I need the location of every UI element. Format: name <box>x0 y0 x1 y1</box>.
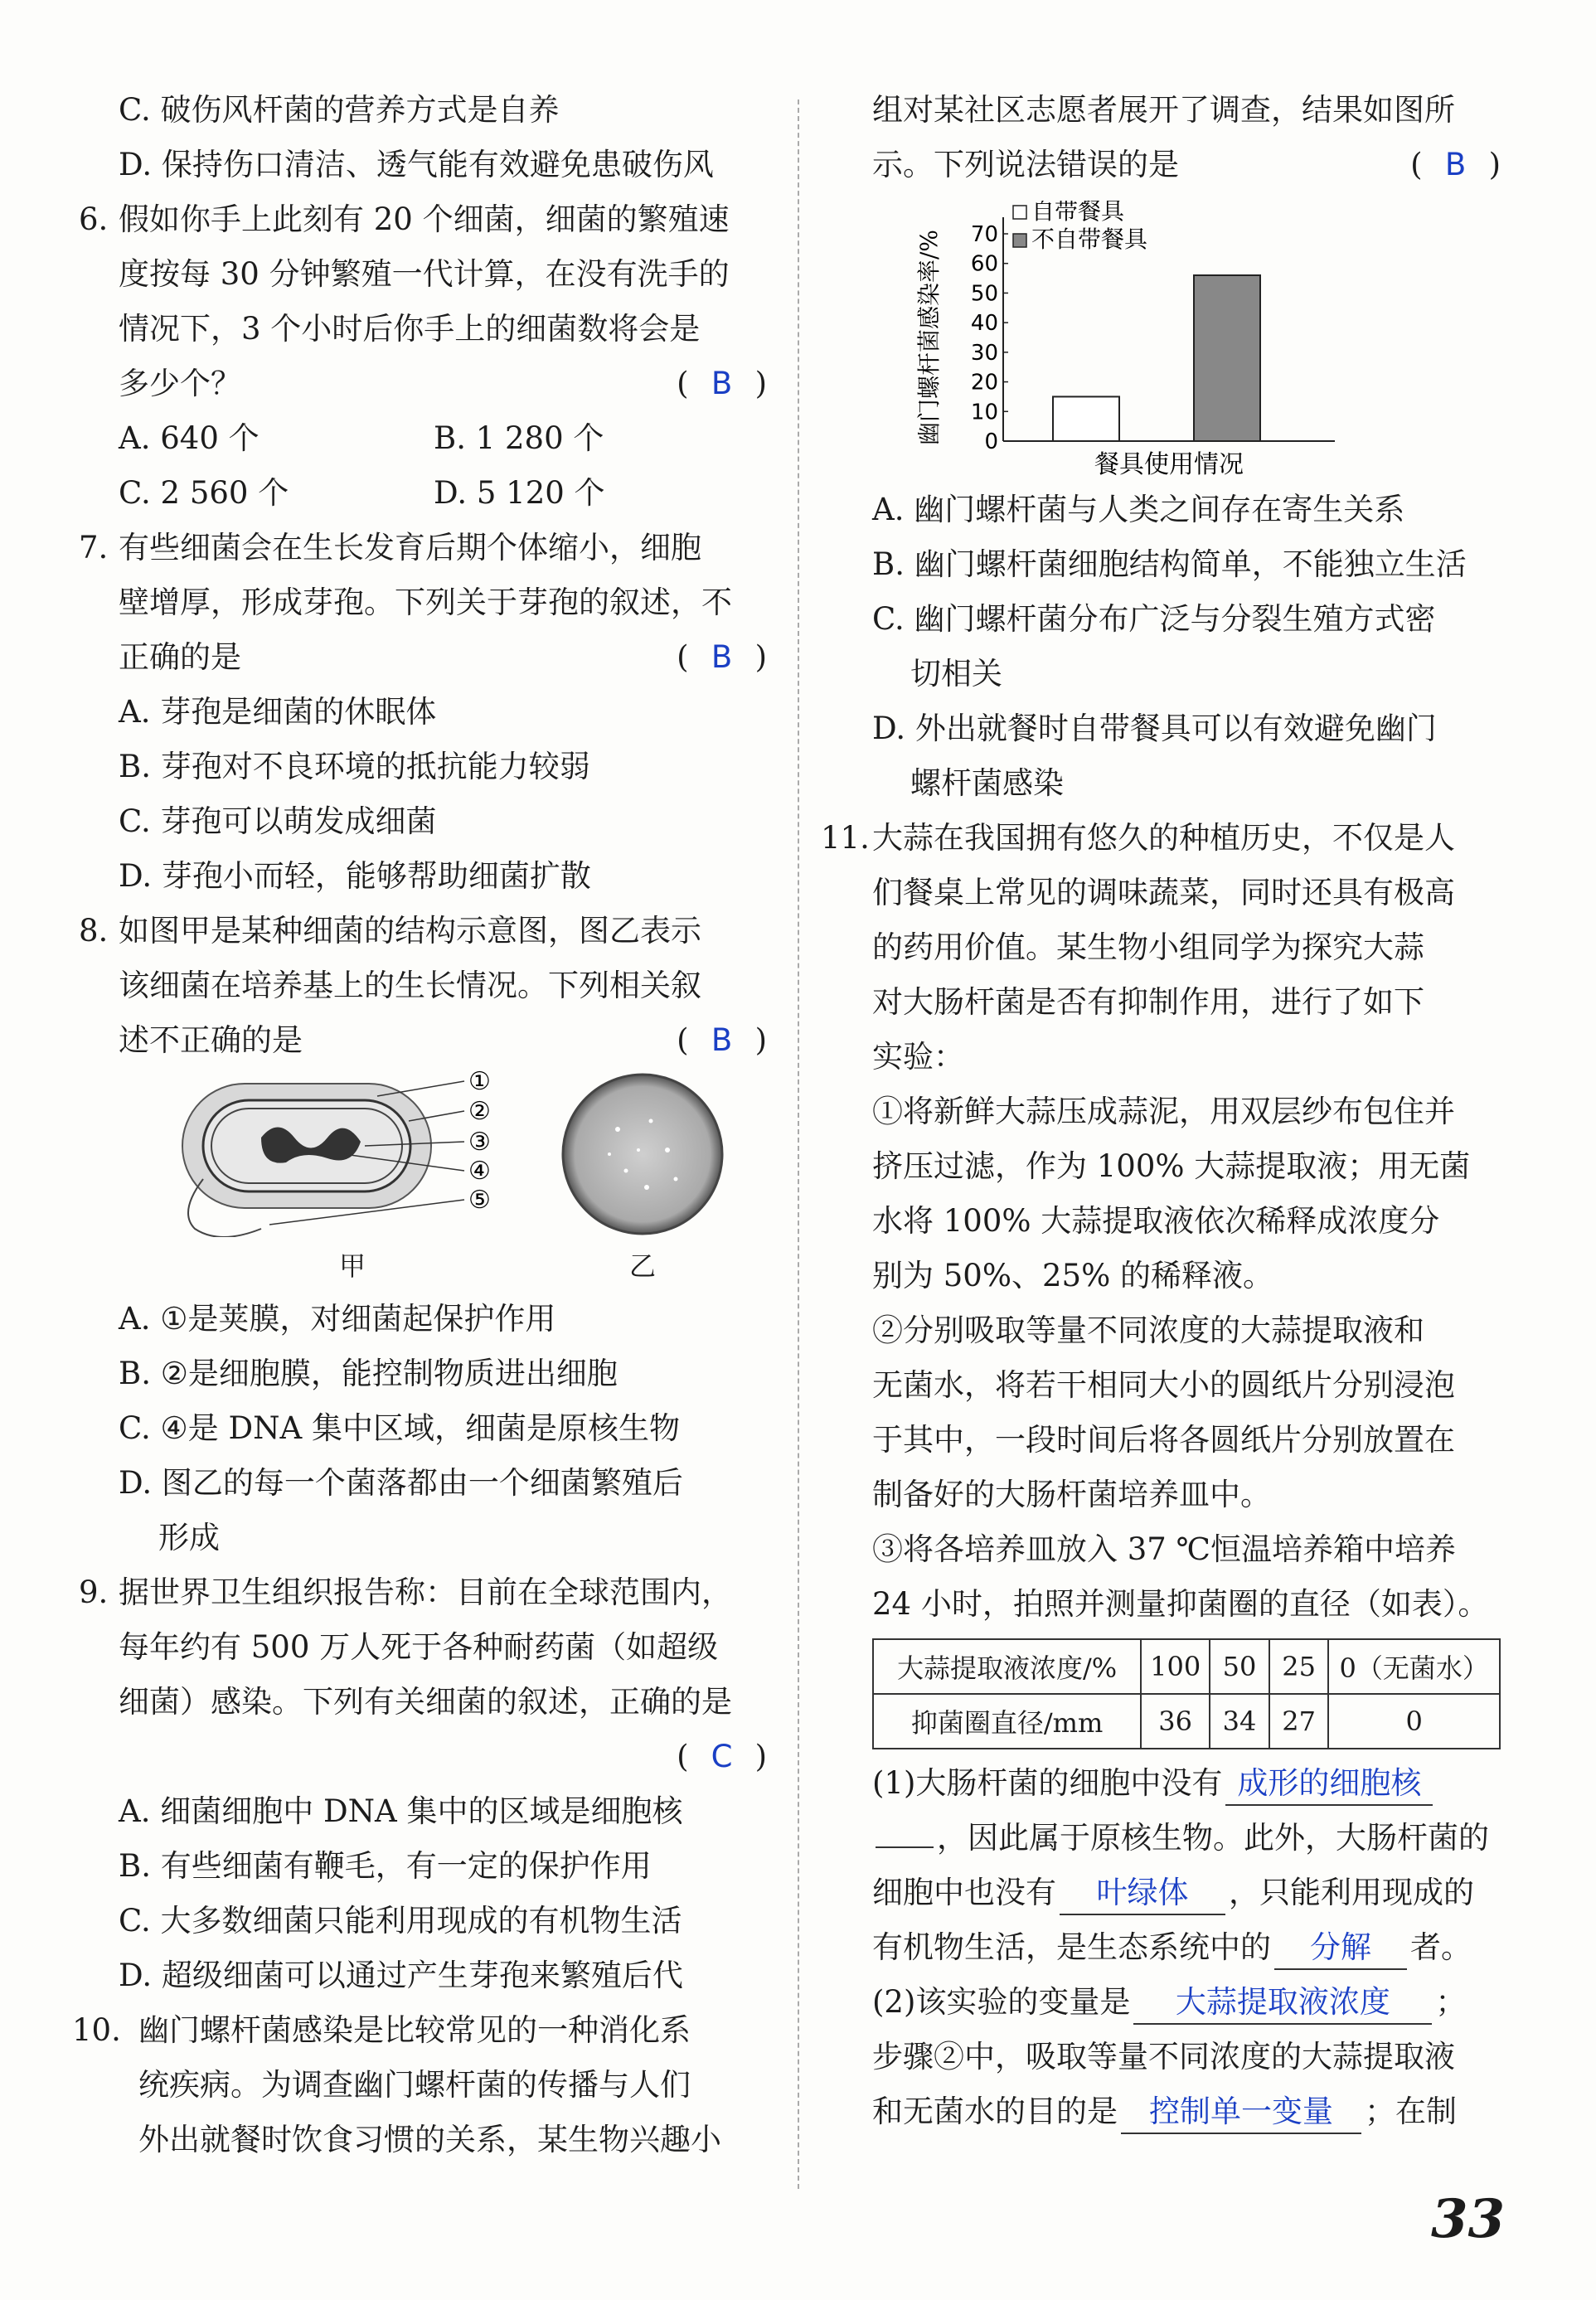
y-tick-label: 70 <box>970 222 998 247</box>
q11-p1-line: 有机物生活，是生态系统中的 分解 者。 <box>846 1920 1501 1975</box>
q10-option: A. 幽门螺杆菌与人类之间存在寄生关系 <box>872 492 1405 527</box>
fig-label-2: ② <box>468 1097 491 1126</box>
fig-label-5: ⑤ <box>468 1186 491 1215</box>
q8-option: D. 图乙的每一个菌落都由一个细菌繁殖后 <box>119 1465 683 1501</box>
q11-step1: ①将新鲜大蒜压成蒜泥，用双层纱布包住并 <box>872 1094 1455 1129</box>
petri-dish-figure <box>560 1071 725 1283</box>
q9-option: A. 细菌细胞中 DNA 集中的区域是细胞核 <box>119 1793 683 1829</box>
table-header-row <box>873 1639 1500 1694</box>
q6-answer: B <box>711 366 733 401</box>
q7-answer-bracket: ( B ) <box>677 630 767 685</box>
fig-label-4: ④ <box>468 1157 491 1186</box>
table-header-cell: 大蒜提取液浓度/% <box>873 1639 1141 1694</box>
legend-label: 不自带餐具 <box>1031 226 1148 253</box>
q10-cont-line: 示。下列说法错误的是 ( B ) <box>846 138 1501 192</box>
q11-p2-line: 步骤②中，吸取等量不同浓度的大蒜提取液 <box>872 2039 1455 2074</box>
q7-line: 7. 有些细菌会在生长发育后期个体缩小，细胞 <box>79 521 767 575</box>
q9-answer: C <box>711 1739 733 1774</box>
q8-option: A. ①是荚膜，对细菌起保护作用 <box>119 1301 556 1337</box>
q8-answer-bracket: ( B ) <box>677 1013 767 1068</box>
q11-step3: 24 小时，拍照并测量抑菌圈的直径（如表）。 <box>872 1586 1489 1622</box>
table-cell: 0 <box>1328 1694 1500 1749</box>
q11-p1-line: (1)大肠杆菌的细胞中没有 成形的细胞核 <box>846 1756 1501 1811</box>
answer-blank-5: 控制单一变量 <box>1121 2091 1361 2134</box>
q6-line: 6. 假如你手上此刻有 20 个细菌，细菌的繁殖速 <box>79 192 767 247</box>
q7-option: D. 芽孢小而轻，能够帮助细菌扩散 <box>119 858 591 894</box>
q11-number: 11. <box>821 820 870 856</box>
y-tick-label: 0 <box>984 429 998 454</box>
x-axis-label: 餐具使用情况 <box>1094 450 1244 479</box>
answer-blank-4: 大蒜提取液浓度 <box>1133 1982 1432 2025</box>
y-tick-label: 10 <box>970 400 998 425</box>
q7-answer: B <box>711 639 733 675</box>
table-header-cell: 25 <box>1269 1639 1329 1694</box>
q8-option: B. ②是细胞膜，能控制物质进出细胞 <box>119 1356 618 1391</box>
q5-option-d: D. 保持伤口清洁、透气能有效避免患破伤风 <box>119 147 714 182</box>
bar-own-utensils <box>1053 396 1119 441</box>
table-header-cell: 100 <box>1141 1639 1210 1694</box>
fig-label-3: ③ <box>468 1128 491 1157</box>
q10-option: B. 幽门螺杆菌细胞结构简单，不能独立生活 <box>872 546 1467 582</box>
table-cell: 36 <box>1141 1694 1210 1749</box>
q6-options-row: C. 2 560 个 D. 5 120 个 <box>119 475 605 511</box>
q11-line: 对大肠杆菌是否有抑制作用，进行了如下 <box>872 984 1424 1020</box>
answer-blank-1: 成形的细胞核 <box>1225 1763 1433 1806</box>
q7-line: 壁增厚，形成芽孢。下列关于芽孢的叙述，不 <box>119 585 732 620</box>
q11-line: 实验： <box>872 1039 964 1075</box>
q9-option: B. 有些细菌有鞭毛，有一定的保护作用 <box>119 1848 652 1884</box>
table-cell: 34 <box>1210 1694 1269 1749</box>
figure-caption-yi: 乙 <box>628 1250 656 1282</box>
table-header-cell: 50 <box>1210 1639 1269 1694</box>
q7-number: 7. <box>79 530 109 565</box>
table-row <box>873 1694 1500 1749</box>
q9-answer-bracket: ( C ) <box>677 1730 767 1784</box>
q8-figures <box>178 1067 767 1283</box>
y-axis-label: 幽门螺杆菌感染率/% <box>915 229 943 446</box>
q9-line: 细菌）感染。下列有关细菌的叙述，正确的是 <box>119 1684 732 1720</box>
q7-option: B. 芽孢对不良环境的抵抗能力较弱 <box>119 749 590 784</box>
answer-blank-3: 分解 <box>1274 1927 1407 1970</box>
q6-number: 6. <box>79 201 109 237</box>
q6-line: 情况下，3 个小时后你手上的细菌数将会是 <box>119 311 701 347</box>
infection-rate-chart <box>912 201 1501 483</box>
y-tick-label: 60 <box>970 251 998 277</box>
q11-step2: 制备好的大肠杆菌培养皿中。 <box>872 1477 1271 1512</box>
q11-step3: ③将各培养皿放入 37 ℃恒温培养箱中培养 <box>872 1531 1456 1567</box>
q11-step2: 于其中，一段时间后将各圆纸片分别放置在 <box>872 1422 1455 1458</box>
q11-line: 的药用价值。某生物小组同学为探究大蒜 <box>872 929 1424 965</box>
q6-answer-bracket: ( B ) <box>677 357 767 411</box>
q11-p2-line: (2)该实验的变量是 大蒜提取液浓度 ； <box>846 1975 1501 2030</box>
answer-blank-1-tail <box>876 1846 934 1848</box>
y-tick-label: 50 <box>970 281 998 307</box>
q7-option: A. 芽孢是细菌的休眠体 <box>119 694 437 730</box>
q6-line: 多少个？ ( B ) <box>79 357 767 411</box>
table-row-label: 抑菌圈直径/mm <box>873 1694 1141 1749</box>
y-tick-label: 30 <box>970 340 998 366</box>
q9-answer-line <box>79 1730 767 1784</box>
q11-step1: 别为 50%、25% 的稀释液。 <box>872 1258 1273 1293</box>
table-header-cell: 0（无菌水） <box>1328 1639 1500 1694</box>
q11-step2: ②分别吸取等量不同浓度的大蒜提取液和 <box>872 1313 1424 1348</box>
right-column <box>821 83 1501 2139</box>
q8-line: 述不正确的是 ( B ) <box>79 1013 767 1068</box>
bacterium-figure <box>178 1063 526 1283</box>
q6-options-row: A. 640 个 B. 1 280 个 <box>119 420 604 456</box>
q10-number: 10. <box>72 2012 121 2048</box>
q10-option-cont: 切相关 <box>910 656 1002 691</box>
q10-line: 外出就餐时饮食习惯的关系，某生物兴趣小 <box>138 2122 721 2157</box>
legend-swatch <box>1013 206 1026 219</box>
page-number: 33 <box>1430 2188 1505 2250</box>
q9-line: 每年约有 500 万人死于各种耐药菌（如超级 <box>119 1629 719 1665</box>
q10-option-cont: 螺杆菌感染 <box>910 765 1064 801</box>
q11-line: 11. 大蒜在我国拥有悠久的种植历史，不仅是人 <box>846 811 1501 866</box>
bar-no-own-utensils <box>1194 275 1260 441</box>
figure-caption-jia: 甲 <box>338 1250 366 1282</box>
q11-p1-line: ，因此属于原核生物。此外，大肠杆菌的 <box>846 1811 1501 1866</box>
left-column <box>72 83 767 2167</box>
q9-option: D. 超级细菌可以通过产生芽孢来繁殖后代 <box>119 1958 683 1993</box>
q8-line: 该细菌在培养基上的生长情况。下列相关叙 <box>119 968 701 1003</box>
q10-cont-line: 组对某社区志愿者展开了调查，结果如图所 <box>872 92 1455 128</box>
q7-line: 正确的是 ( B ) <box>79 630 767 685</box>
q11-line: 们餐桌上常见的调味蔬菜，同时还具有极高 <box>872 875 1455 910</box>
q10-option: C. 幽门螺杆菌分布广泛与分裂生殖方式密 <box>872 601 1436 637</box>
q11-step1: 挤压过滤，作为 100% 大蒜提取液；用无菌 <box>872 1148 1471 1184</box>
petri-dish <box>560 1071 725 1237</box>
q10-answer-bracket: ( B ) <box>1410 138 1501 192</box>
q9-line: 9. 据世界卫生组织报告称：目前在全球范围内， <box>79 1565 767 1620</box>
q8-line: 8. 如图甲是某种细菌的结构示意图，图乙表示 <box>79 904 767 958</box>
garlic-data-table <box>872 1638 1501 1749</box>
q10-line: 10. 幽门螺杆菌感染是比较常见的一种消化系 <box>79 2003 767 2058</box>
answer-blank-2: 叶绿体 <box>1060 1872 1225 1915</box>
q9-number: 9. <box>79 1575 109 1610</box>
q11-step1: 水将 100% 大蒜提取液依次稀释成浓度分 <box>872 1203 1440 1239</box>
fig-label-1: ① <box>468 1067 491 1096</box>
table-cell: 27 <box>1269 1694 1329 1749</box>
bacterium-diagram <box>178 1063 526 1237</box>
legend-label: 自带餐具 <box>1031 201 1125 225</box>
q11-p1-line: 细胞中也没有 叶绿体 ，只能利用现成的 <box>846 1866 1501 1920</box>
q8-number: 8. <box>79 913 109 949</box>
y-tick-label: 40 <box>970 311 998 337</box>
q11-table-wrap <box>846 1638 1501 1749</box>
q10-option: D. 外出就餐时自带餐具可以有效避免幽门 <box>872 711 1437 746</box>
q8-option-cont: 形成 <box>158 1520 220 1555</box>
q9-option: C. 大多数细菌只能利用现成的有机物生活 <box>119 1903 682 1939</box>
q8-option: C. ④是 DNA 集中区域，细菌是原核生物 <box>119 1410 680 1446</box>
q11-step2: 无菌水，将若干相同大小的圆纸片分别浸泡 <box>872 1367 1455 1403</box>
q5-option-c: C. 破伤风杆菌的营养方式是自养 <box>119 92 560 128</box>
q11-p2-line: 和无菌水的目的是 控制单一变量 ；在制 <box>846 2084 1501 2139</box>
column-divider <box>798 99 799 2189</box>
legend-swatch <box>1013 234 1026 247</box>
q10-answer: B <box>1444 147 1467 182</box>
bar-chart-svg <box>912 201 1376 483</box>
q7-option: C. 芽孢可以萌发成细菌 <box>119 803 437 839</box>
q6-line: 度按每 30 分钟繁殖一代计算，在没有洗手的 <box>119 256 730 292</box>
q10-line: 统疾病。为调查幽门螺杆菌的传播与人们 <box>138 2067 691 2103</box>
y-tick-label: 20 <box>970 370 998 395</box>
q8-answer: B <box>711 1022 733 1058</box>
